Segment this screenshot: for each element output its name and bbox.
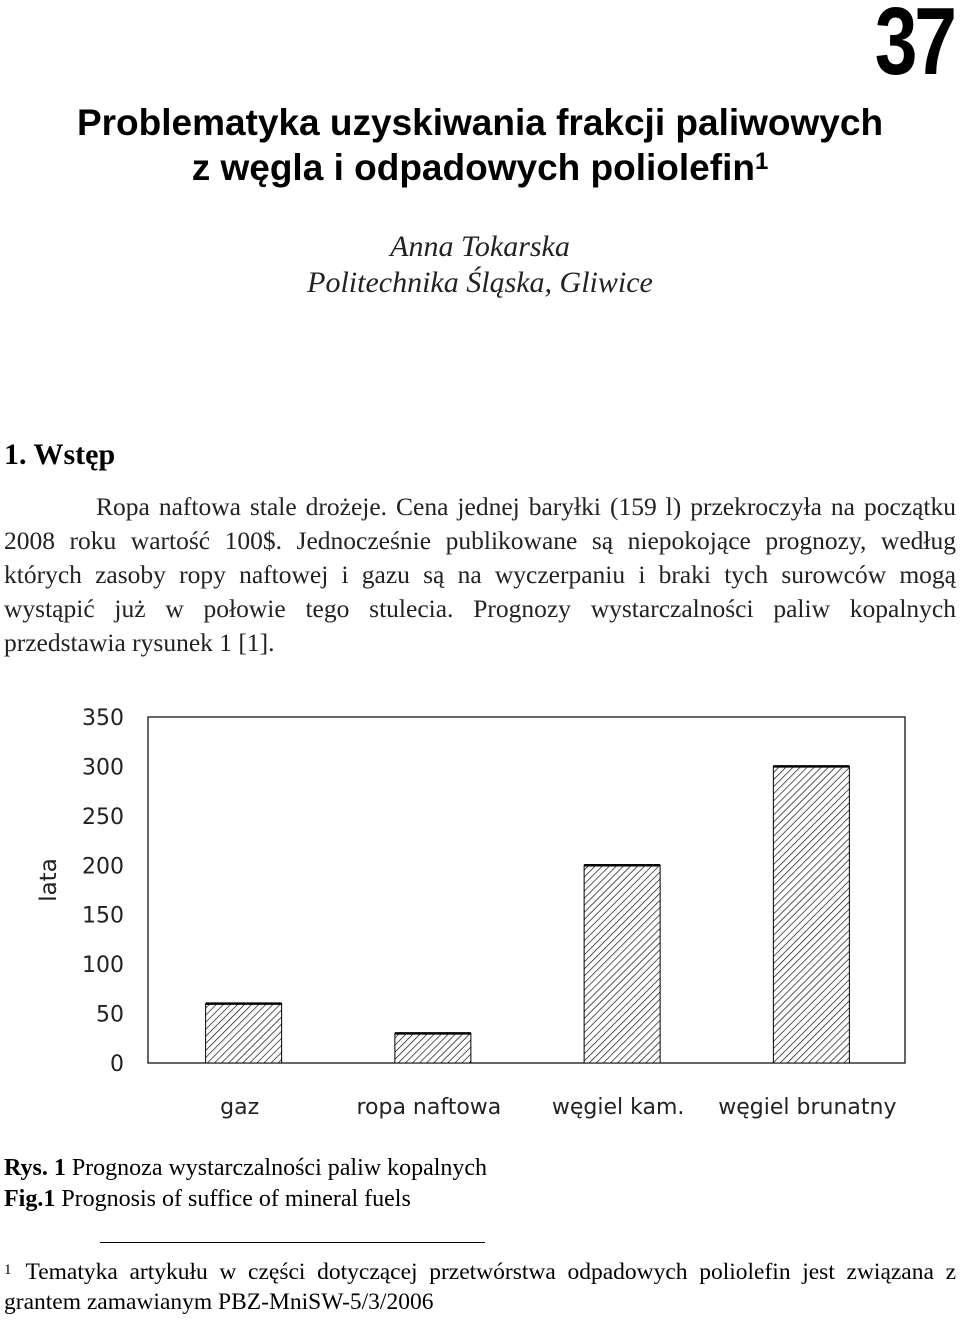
author-name: Anna Tokarska	[390, 230, 570, 263]
footnote-divider	[100, 1242, 485, 1243]
figure-caption	[4, 1153, 487, 1215]
author-affiliation: Politechnika Śląska, Gliwice	[307, 266, 653, 299]
footnote	[4, 1257, 956, 1317]
x-axis-labels	[220, 1095, 896, 1120]
body-paragraph-text: Ropa naftowa stale drożeje. Cena jednej baryłki (159 l) przekroczyła na początku 2008 roku wartość 100$. Jednocześnie publikowane są niepokojące prognozy, według których zasoby ropy naftowej i gazu są na wyczerpaniu i braki tych surowców mogą wystąpić już w połowie tego stulecia. Prognozy wystarczalności paliw kopalnych przedstawia rysunek 1 [1].	[4, 492, 956, 657]
caption-en-text: Prognosis of suffice of mineral fuels	[55, 1186, 411, 1212]
x-tick-label: gaz	[220, 1095, 260, 1120]
y-tick-label: 200	[82, 854, 124, 880]
bar	[773, 766, 849, 1063]
caption-pl	[4, 1153, 487, 1184]
caption-pl-label: Rys. 1	[4, 1155, 66, 1181]
y-tick-label: 50	[96, 1002, 124, 1028]
caption-pl-text: Prognoza wystarczalności paliw kopalnych	[65, 1155, 488, 1181]
y-tick-label: 100	[82, 953, 124, 979]
body-paragraph	[4, 490, 956, 660]
x-tick-label: ropa naftowa	[356, 1095, 502, 1120]
y-axis-label: lata	[36, 858, 62, 902]
y-tick-label: 150	[82, 903, 124, 929]
title-line-1: Problematyka uzyskiwania frakcji paliwowych	[76, 102, 884, 143]
y-tick-label: 300	[82, 755, 124, 781]
caption-en-label: Fig.1	[4, 1186, 56, 1212]
caption-en	[4, 1184, 487, 1215]
y-tick-label: 350	[82, 706, 124, 731]
paper-title	[20, 100, 940, 190]
y-tick-label: 250	[82, 804, 124, 830]
x-tick-label: węgiel kam.	[551, 1095, 685, 1120]
bar	[206, 1004, 282, 1063]
section-heading: 1. Wstęp	[4, 438, 116, 471]
author-block	[0, 229, 960, 301]
x-tick-label: węgiel brunatny	[718, 1095, 897, 1120]
title-footnote-mark: 1	[754, 148, 769, 175]
footnote-text: Tematyka artykułu w części dotyczącej przetwórstwa odpadowych poliolefin jest związana z grantem zamawianym PBZ-MniSW-5/3/2006	[4, 1259, 956, 1315]
bars	[206, 766, 850, 1063]
bar	[584, 865, 660, 1063]
bar-chart	[0, 690, 960, 1140]
y-tick-label: 0	[110, 1052, 124, 1077]
page-number: 37	[874, 0, 954, 95]
title-line-2: z węgla i odpadowych poliolefin	[191, 147, 755, 188]
bar	[395, 1033, 471, 1063]
footnote-mark: 1	[4, 1262, 12, 1278]
y-axis-ticks	[82, 706, 124, 1077]
